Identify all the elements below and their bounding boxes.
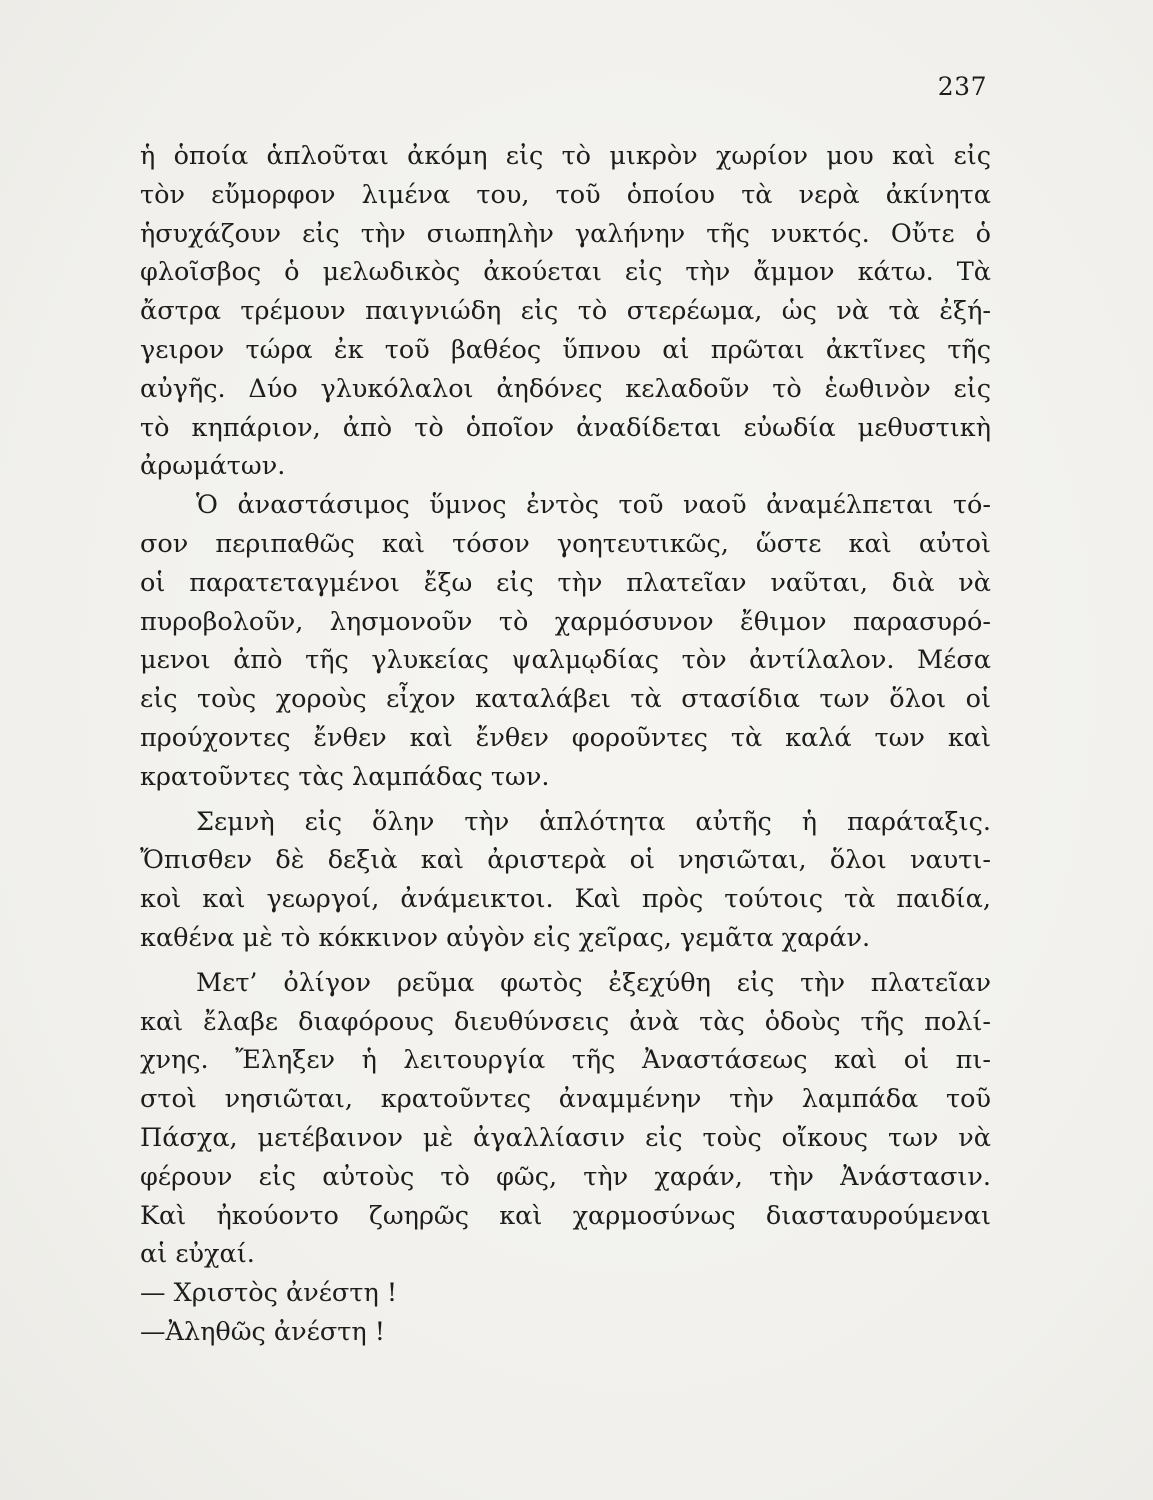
text-line: στοὶ νησιῶται, κρατοῦντες ἀναμμένην τὴν λαμπάδα τοῦ — [140, 1084, 991, 1115]
paragraph-3 — [140, 803, 991, 958]
text-line: ἡσυχάζουν εἰς τὴν σιωπηλὴν γαλήνην τῆς νυκτός. Οὔτε ὁ — [140, 218, 991, 249]
paragraph-4 — [140, 964, 991, 1274]
text-line: ἄστρα τρέμουν παιγνιώδη εἰς τὸ στερέωμα, ὡς νὰ τὰ ἐξή- — [140, 296, 991, 327]
text-line: ἡ ὁποία ἁπλοῦται ἀκόμη εἰς τὸ μικρὸν χωρίον μου καὶ εἰς — [140, 141, 991, 171]
text-line: κοὶ καὶ γεωργοί, ἀνάμεικτοι. Καὶ πρὸς τούτοις τὰ παιδία, — [140, 884, 991, 915]
text-line: Μετ’ ὀλίγον ρεῦμα φωτὸς ἐξεχύθη εἰς τὴν πλατεῖαν — [196, 967, 991, 998]
text-line: κρατοῦντες τὰς λαμπάδας των. — [140, 761, 550, 792]
text-line: αἱ εὐχαί. — [140, 1239, 255, 1270]
page-number: 237 — [937, 72, 987, 101]
text-line: φέρουν εἰς αὐτοὺς τὸ φῶς, τὴν χαράν, τὴν Ἀνάστασιν. — [140, 1161, 991, 1192]
text-line: Καὶ ἠκούοντο ζωηρῶς καὶ χαρμοσύνως διασταυρούμεναι — [140, 1200, 991, 1231]
text-line: φλοῖσβος ὁ μελωδικὸς ἀκούεται εἰς τὴν ἄμμον κάτω. Τὰ — [140, 257, 991, 288]
text-line: καθένα μὲ τὸ κόκκινον αὐγὸν εἰς χεῖρας, γεμᾶτα χαράν. — [140, 922, 871, 953]
text-line: σον περιπαθῶς καὶ τόσον γοητευτικῶς, ὥστε καὶ αὐτοὶ — [140, 528, 991, 559]
text-line: Ὁ ἀναστάσιμος ὕμνος ἐντὸς τοῦ ναοῦ ἀναμέλπεται τό- — [196, 490, 991, 521]
text-line: τὸ κηπάριον, ἀπὸ τὸ ὁποῖον ἀναδίδεται εὐωδία μεθυστικὴ — [140, 412, 991, 443]
text-line: προύχοντες ἔνθεν καὶ ἔνθεν φοροῦντες τὰ καλά των καὶ — [140, 722, 991, 753]
paragraph-2 — [140, 486, 991, 796]
body-text — [140, 137, 991, 1352]
text-line: τὸν εὔμορφον λιμένα του, τοῦ ὁποίου τὰ νερὰ ἀκίνητα — [140, 179, 991, 210]
dialogue-line: — Χριστὸς ἀνέστη ! — [140, 1278, 398, 1309]
paragraph-1 — [140, 137, 991, 486]
text-line: αὐγῆς. Δύο γλυκόλαλοι ἀηδόνες κελαδοῦν τὸ ἑωθινὸν εἰς — [140, 373, 991, 404]
dialogue — [140, 1274, 991, 1352]
text-line: Πάσχα, μετέβαινον μὲ ἀγαλλίασιν εἰς τοὺς οἴκους των νὰ — [140, 1122, 991, 1153]
text-line: οἱ παρατεταγμένοι ἔξω εἰς τὴν πλατεῖαν ναῦται, διὰ νὰ — [140, 567, 991, 598]
text-line: καὶ ἔλαβε διαφόρους διευθύνσεις ἀνὰ τὰς ὁδοὺς τῆς πολί- — [140, 1006, 991, 1037]
text-line: χνης. Ἔληξεν ἡ λειτουργία τῆς Ἀναστάσεως καὶ οἱ πι- — [140, 1045, 991, 1076]
dialogue-line: —Ἀληθῶς ἀνέστη ! — [140, 1316, 385, 1347]
text-line: Σεμνὴ εἰς ὅλην τὴν ἁπλότητα αὐτῆς ἡ παράταξις. — [196, 806, 991, 837]
text-line: ἀρωμάτων. — [140, 451, 286, 482]
text-line: εἰς τοὺς χοροὺς εἶχον καταλάβει τὰ στασίδια των ὅλοι οἱ — [140, 684, 991, 715]
text-line: γειρον τώρα ἐκ τοῦ βαθέος ὕπνου αἱ πρῶται ἀκτῖνες τῆς — [140, 334, 991, 365]
text-line: μενοι ἀπὸ τῆς γλυκείας ψαλμῳδίας τὸν ἀντίλαλον. Μέσα — [140, 645, 991, 676]
text-line: πυροβολοῦν, λησμονοῦν τὸ χαρμόσυνον ἔθιμον παρασυρό- — [140, 606, 991, 637]
text-line: Ὄπισθεν δὲ δεξιὰ καὶ ἀριστερὰ οἱ νησιῶται, ὅλοι ναυτι- — [140, 845, 991, 876]
